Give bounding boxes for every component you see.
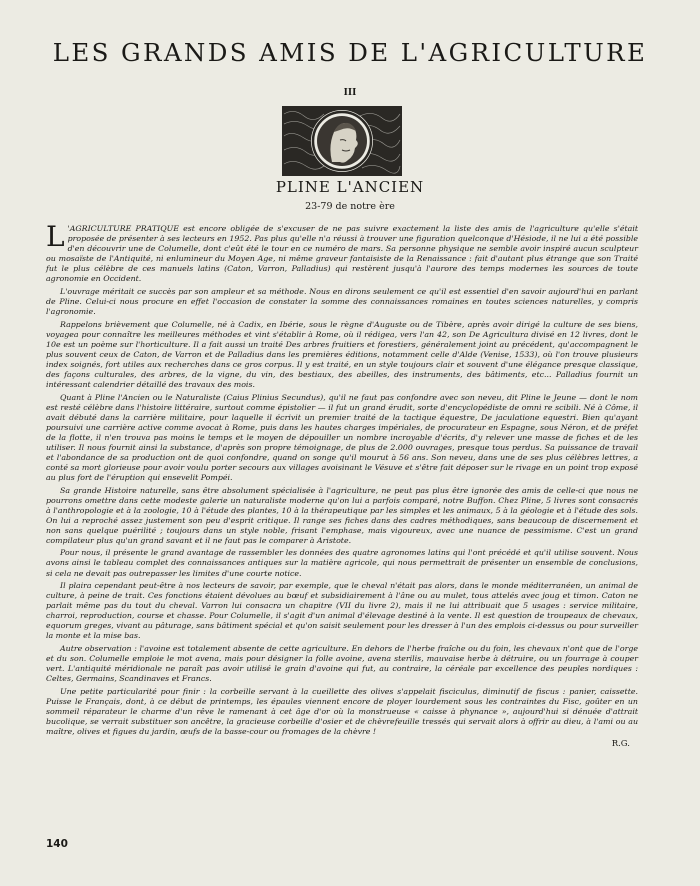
article-paragraph: Autre observation : l'avoine est totalement absente de cette agriculture. En dehors de l'herbe fraîche ou du foin, les chevaux n'ont que de l'orge et du son. Columelle emploie le mot avena, mais pour désigner la folle avoine, avena sterilis, mauvaise herbe à détruire, ou un fourrage à couper vert. L'antiquité méridionale ne paraît pas avoir utilisé le grain d'avoine qui fut, au contraire, la céréale par excellence des peuples nordiques : Celtes, Germains, Scandinaves et Francs. — [46, 644, 638, 684]
series-title: LES GRANDS AMIS DE L'AGRICULTURE — [52, 38, 648, 67]
page-number: 140 — [46, 838, 68, 850]
article-paragraph: Pour nous, il présente le grand avantage de rassembler les données des quatre agronomes latins qui l'ont précédé et qu'il utilise souvent. Nous avons ainsi le tableau complet des connaissances antiques sur la matière agricole, qui nous permettrait de présenter un ensemble de conclusions, si cela ne devait pas outrepasser les limites d'une courte notice. — [46, 548, 638, 578]
article-paragraph: Rappelons brièvement que Columelle, né à Cadix, en Ibérie, sous le règne d'Auguste ou de Tibère, après avoir dirigé la culture de ses biens, voyagea pour connaître les meilleures méthodes et vint s'établir à Rome, où il rédigea, vers l'an 42, son De Agricultura divisé en 12 livres, dont le 10e est un poème sur l'horticulture. Il a fait aussi un traité Des arbres fruitiers et forestiers, généralement joint au précédent, qu'accompagnent le plus souvent ceux de Caton, de Varron et de Palladius dans les premières éditions, notamment celle d'Alde (Venise, 1533), où l'on trouve plusieurs index soignés, fort utiles aux recherches dans ce gros corpus. Il y est traité, en un style toujours clair et souvent d'une élégance presque classique, des façons culturales, des arbres, de la vigne, du vin, des bestiaux, des abeilles, des instruments, des bâtiments, etc... Palladius fournit un intéressant calendrier détaillé des travaux des mois. — [46, 319, 638, 389]
article-paragraph: Il plaira cependant peut-être à nos lecteurs de savoir, par exemple, que le cheval n'était pas alors, dans le monde méditerranéen, un animal de culture, à peine de trait. Ces fonctions étaient dévolues au bœuf et subsidiairement à l'âne ou au mulet, tous attelés avec joug et timon. Caton ne parlait même pas du tout du cheval. Varron lui consacra un chapitre (VII du livre 2), mais il ne lui attribuait que 5 usages : service militaire, charroi, reproduction, course et chasse. Pour Columelle, il s'agit d'un animal d'élevage destiné à la vente. Il est question de troupeaux de chevaux, equorum greges, vivant au pâturage, sans bâtiment spécial et qu'on saisit seulement pour les dresser à l'un des emplois ci-dessus ou pour surveiller la monte et la mise bas. — [46, 581, 638, 641]
article-body — [46, 220, 638, 749]
subject-dates: 23-79 de notre ère — [305, 201, 395, 212]
drop-cap: L — [46, 220, 65, 253]
article-paragraph: L 'AGRICULTURE PRATIQUE est encore obligée de s'excuser de ne pas suivre exactement la liste des amis de l'agriculture qu'elle s'était proposée de présenter à ses lecteurs en 1952. Pas plus qu'elle n'a réussi à trouver une figuration quelconque d'Hésiode, il ne lui a été possible d'en découvrir une de Columelle, dont c'eût été le tour en ce numéro de mars. Sa personne physique ne semble avoir inspiré aucun sculpteur ou mosaïste de l'Antiquité, ni enlumineur du Moyen Age, ni même graveur fantaisiste de la Renaissance : fait d'autant plus étrange que son Traité fut le plus célèbre de ces manuels latins (Caton, Varron, Palladius) qui restèrent jusqu'à l'aurore des temps modernes les sources de toute agronomie en Occident. — [46, 220, 638, 284]
article-paragraph: Sa grande Histoire naturelle, sans être absolument spécialisée à l'agriculture, ne peut pas plus être ignorée des amis de celle-ci que nous ne pourrons omettre dans cette modeste galerie un naturaliste moderne qu'on lui a parfois comparé, notre Buffon. Chez Pline, 5 livres sont consacrés à l'anthropologie et à la zoologie, 10 à l'étude des plantes, 10 à la thérapeutique par les simples et les animaux, 5 à la géologie et à l'étude des sols. On lui a reproché assez justement son peu d'esprit critique. Il range ses fiches dans des cadres méthodiques, sans beaucoup de discernement et non sans quelque puérilité ; toujours dans un style noble, frisant l'emphase, mais vigoureux, avec une nuance de pessimisme. C'est un grand compilateur plus qu'un grand savant et il ne faut pas le comparer à Aristote. — [46, 485, 638, 545]
article-paragraph: Une petite particularité pour finir : la corbeille servant à la cueillette des olives s'appelait fisciculus, diminutif de fiscus : panier, caissette. Puisse le Français, dont, à ce début de printemps, les épaules viennent encore de ployer lourdement sous les contraintes du Fisc, goûter en un sommeil réparateur le charme d'un rêve le ramenant à cet âge d'or où la monstrueuse « caisse à phynance », aujourd'hui si dénuée d'attrait bucolique, se verrait substituer son ancêtre, la gracieuse corbeille d'osier et de chèvrefeuille tressés qui servait alors à offrir au dieu, à l'ami ou au maître, olives et figues du jardin, œufs de la basse-cour ou fromages de la chèvre ! — [46, 686, 638, 736]
article-paragraph: Quant à Pline l'Ancien ou le Naturaliste (Caius Plinius Secundus), qu'il ne faut pas confondre avec son neveu, dit Pline le Jeune — dont le nom est resté célèbre dans l'histoire littéraire, surtout comme épistolier — il fut un grand érudit, sorte d'encyclopédiste de omni re scibili. Né à Côme, il avait débuté dans la carrière militaire, pour laquelle il écrivit un premier traité de la tactique équestre, De jaculatione equestri. Bien qu'ayant poursuivi une carrière active comme avocat à Rome, puis dans les hautes charges impériales, de procurateur en Espagne, sous Néron, et de préfet de la flotte, il n'en trouva pas moins le temps et le moyen de dépouiller un nombre incroyable d'écrits, d'y relever une masse de fiches et de les utiliser. Il nous fournit ainsi la substance, d'après son propre témoignage, de plus de 2.000 ouvrages, presque tous perdus. Sa puissance de travail et l'abondance de sa production ont de quoi confondre, quand on songe qu'il mourut à 56 ans. Son neveu, dans une de ses plus célèbres lettres, a conté sa mort glorieuse pour avoir voulu porter secours aux villages avoisinant le Vésuve et s'être fait déposer sur le rivage en un point trop exposé au plus fort de l'éruption qui ensevelit Pompéi. — [46, 392, 638, 482]
portrait-medallion-engraving — [282, 106, 402, 176]
installment-number: III — [343, 88, 357, 98]
author-signature: R.G. — [611, 738, 630, 749]
subject-name: PLINE L'ANCIEN — [275, 178, 425, 196]
article-paragraph: L'ouvrage méritait ce succès par son ampleur et sa méthode. Nous en dirons seulement ce qu'il est essentiel d'en savoir aujourd'hui en parlant de Pline. Celui-ci nous procure en effet l'occasion de constater la somme des connaissances romaines en toutes sciences naturelles, y compris l'agronomie. — [46, 286, 638, 316]
